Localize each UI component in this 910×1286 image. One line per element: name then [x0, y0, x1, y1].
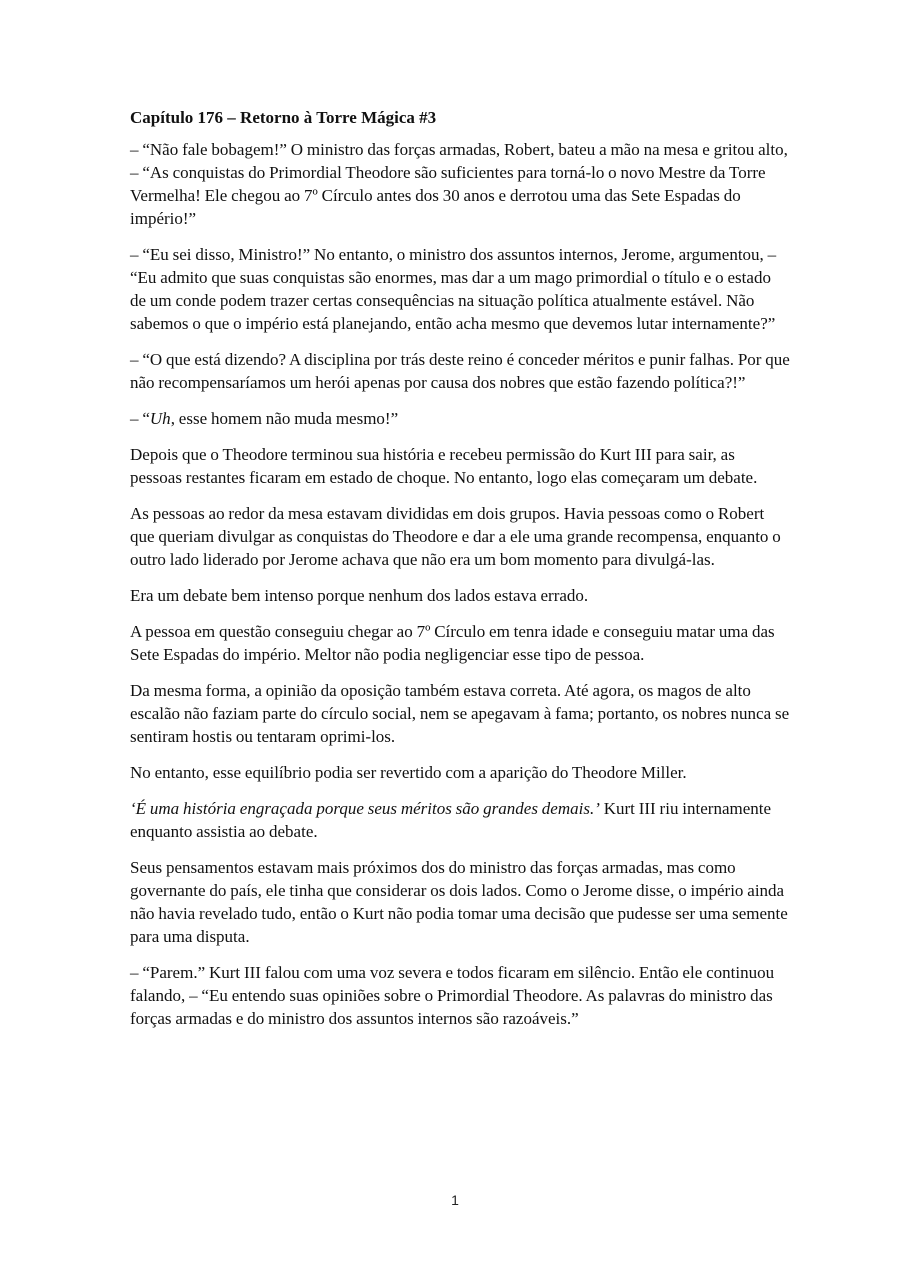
paragraph: Era um debate bem intenso porque nenhum dos lados estava errado.: [130, 586, 589, 605]
document-body: [130, 106, 790, 1043]
paragraph-text: – “: [130, 409, 150, 428]
paragraph: – “Não fale bobagem!” O ministro das forças armadas, Robert, bateu a mão na mesa e gritou alto, – “As conquistas do Primordial Theodore são suficientes para torná-lo o novo Mestre da Torre Vermelha! Ele chegou ao 7º Círculo antes dos 30 anos e derrotou uma das Sete Espadas do império!”: [130, 140, 788, 228]
italic-text: ‘É uma história engraçada porque seus méritos são grandes demais.’: [130, 799, 600, 818]
page-number: 1: [451, 1192, 459, 1208]
paragraph: A pessoa em questão conseguiu chegar ao 7º Círculo em tenra idade e conseguiu matar uma das Sete Espadas do império. Meltor não podia negligenciar esse tipo de pessoa.: [130, 622, 775, 664]
chapter-title: Capítulo 176 – Retorno à Torre Mágica #3: [130, 108, 437, 127]
paragraph-text: , esse homem não muda mesmo!”: [170, 409, 399, 428]
italic-text: Uh: [149, 409, 171, 428]
paragraph: – “Eu sei disso, Ministro!” No entanto, o ministro dos assuntos internos, Jerome, argumentou, – “Eu admito que suas conquistas são enormes, mas dar a um mago primordial o título e o estado de um conde podem trazer certas consequências na situação política atualmente estável. Não sabemos o que o império está planejando, então acha mesmo que devemos lutar internamente?”: [130, 245, 777, 333]
paragraph: Seus pensamentos estavam mais próximos dos do ministro das forças armadas, mas como governante do país, ele tinha que considerar os dois lados. Como o Jerome disse, o império ainda não havia revelado tudo, então o Kurt não podia tomar uma decisão que pudesse ser uma semente para uma disputa.: [130, 858, 788, 946]
paragraph: As pessoas ao redor da mesa estavam divididas em dois grupos. Havia pessoas como o Robert que queriam divulgar as conquistas do Theodore e dar a ele uma grande recompensa, enquanto o outro lado liderado por Jerome achava que não era um bom momento para divulgá-las.: [130, 504, 781, 569]
paragraph: Depois que o Theodore terminou sua história e recebeu permissão do Kurt III para sair, as pessoas restantes ficaram em estado de choque. No entanto, logo elas começaram um debate.: [130, 445, 758, 487]
paragraph: No entanto, esse equilíbrio podia ser revertido com a aparição do Theodore Miller.: [130, 763, 687, 782]
paragraph: [130, 797, 790, 843]
paragraph: Da mesma forma, a opinião da oposição também estava correta. Até agora, os magos de alto escalão não faziam parte do círculo social, nem se apegavam à fama; portanto, os nobres nunca se sentiram hostis ou tentaram oprimi-los.: [130, 681, 790, 746]
paragraph: [130, 407, 790, 430]
paragraph: – “O que está dizendo? A disciplina por trás deste reino é conceder méritos e punir falhas. Por que não recompensaríamos um herói apenas por causa dos nobres que estão fazendo política?!”: [130, 350, 790, 392]
paragraph: – “Parem.” Kurt III falou com uma voz severa e todos ficaram em silêncio. Então ele continuou falando, – “Eu entendo suas opiniões sobre o Primordial Theodore. As palavras do ministro das forças armadas e do ministro dos assuntos internos são razoáveis.”: [130, 963, 775, 1028]
paragraph-text: Kurt III riu internamente enquanto assistia ao debate.: [130, 799, 772, 841]
